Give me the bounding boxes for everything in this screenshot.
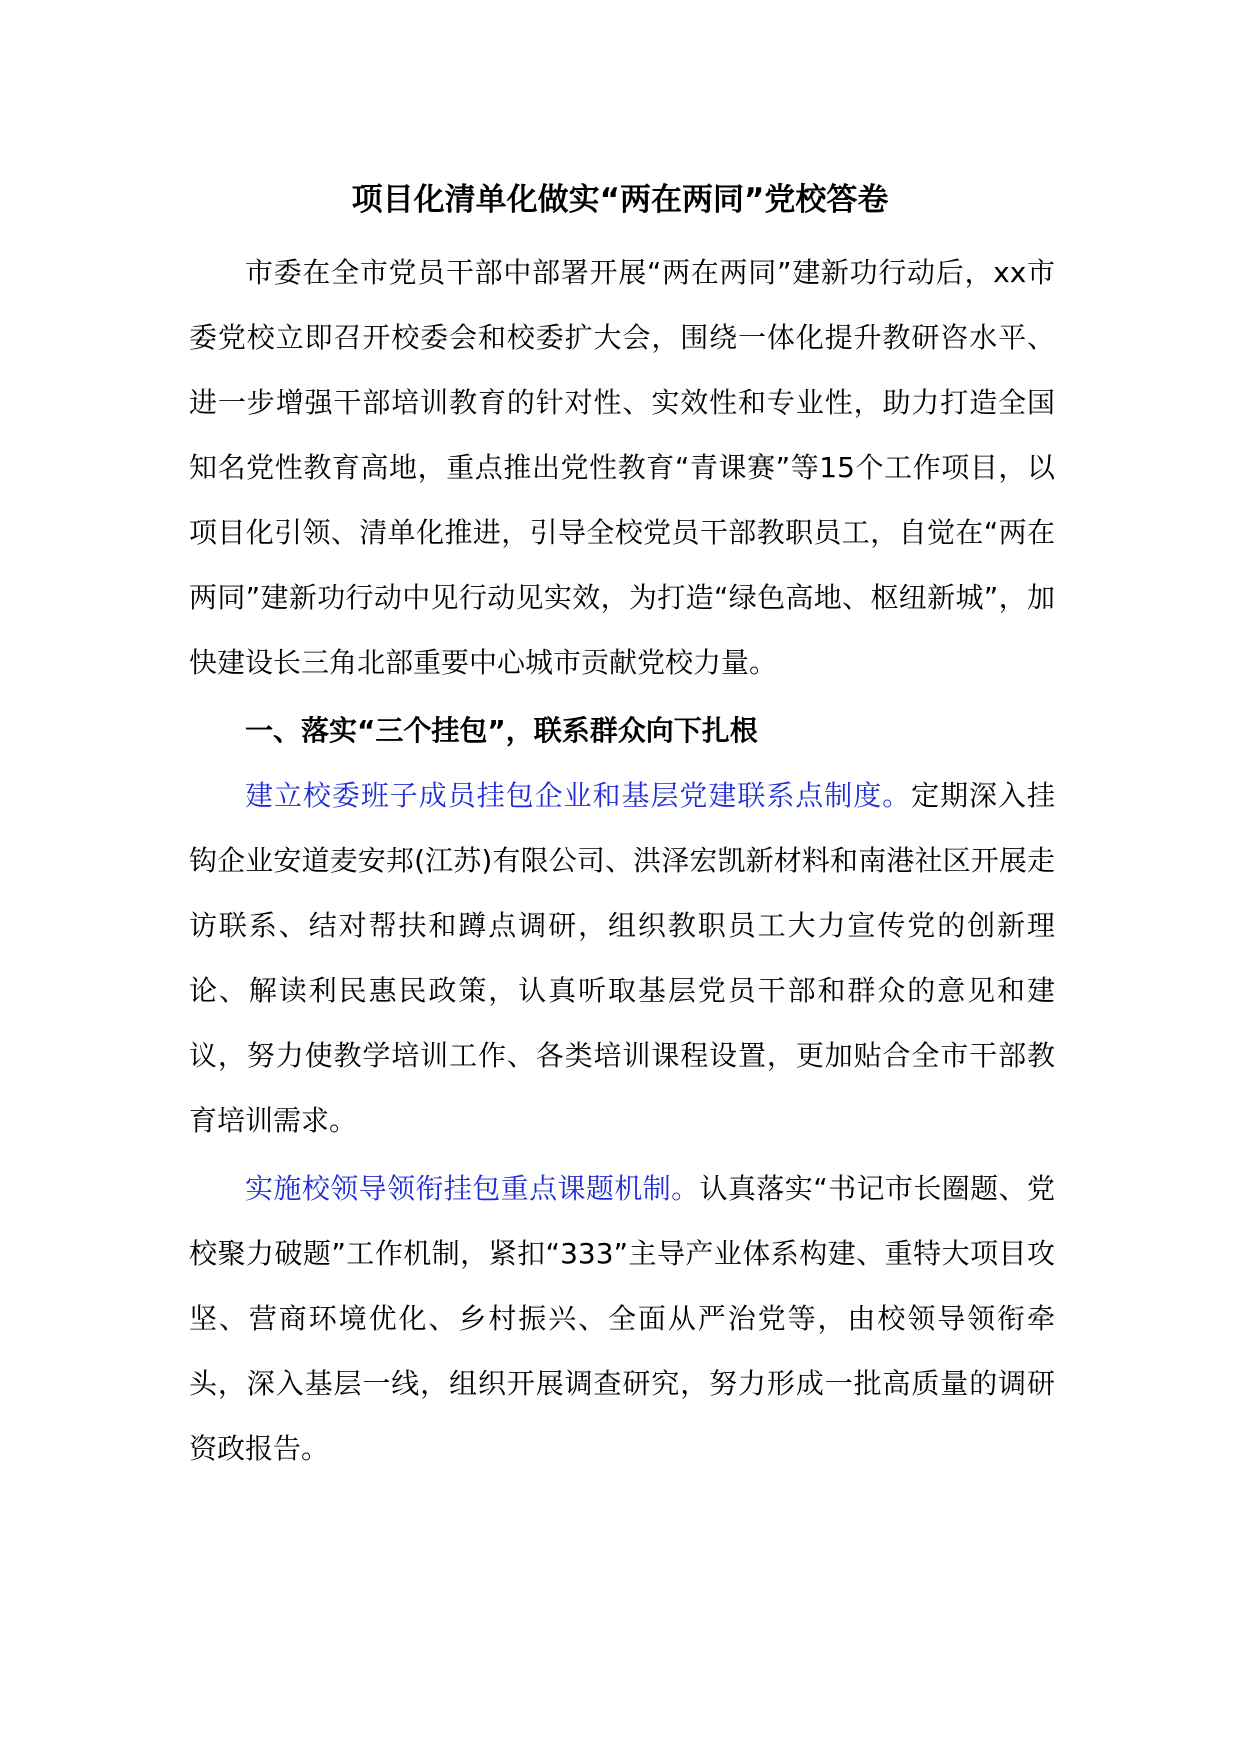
document-title: 项目化清单化做实“两在两同”党校答卷	[351, 182, 889, 218]
intro-paragraph: 市委在全市党员干部中部署开展“两在两同”建新功行动后，xx市委党校立即召开校委会和校委扩大会，围绕一体化提升教研咨水平、进一步增强干部培训教育的针对性、实效性和专业性，助力打造全国知名党性教育高地，重点推出党性教育“青课赛”等15个工作项目，以项目化引领、清单化推进，引导全校党员干部教职员工，自觉在“两在两同”建新功行动中见行动见实效，为打造“绿色高地、枢纽新城”，加快建设长三角北部重要中心城市贡献党校力量。	[189, 256, 1055, 679]
section-paragraph-2	[189, 1156, 1055, 1481]
document-body	[189, 240, 1055, 1481]
paragraph-body: 认真落实“书记市长圈题、党校聚力破题”工作机制，紧扣“333”主导产业体系构建、重特大项目攻坚、营商环境优化、乡村振兴、全面从严治党等，由校领导领衔牵头，深入基层一线，组织开展调查研究，努力形成一批高质量的调研资政报告。	[189, 1172, 1055, 1465]
paragraph-lead-highlight: 实施校领导领衔挂包重点课题机制。	[245, 1172, 700, 1205]
section-paragraph-1	[189, 763, 1055, 1153]
section-heading: 一、落实“三个挂包”，联系群众向下扎根	[245, 714, 758, 747]
paragraph-lead-highlight: 建立校委班子成员挂包企业和基层党建联系点制度。	[245, 779, 912, 812]
paragraph-body: 定期深入挂钩企业安道麦安邦(江苏)有限公司、洪泽宏凯新材料和南港社区开展走访联系、结对帮扶和蹲点调研，组织教职员工大力宣传党的创新理论、解读利民惠民政策，认真听取基层党员干部和群众的意见和建议，努力使教学培训工作、各类培训课程设置，更加贴合全市干部教育培训需求。	[189, 779, 1055, 1137]
